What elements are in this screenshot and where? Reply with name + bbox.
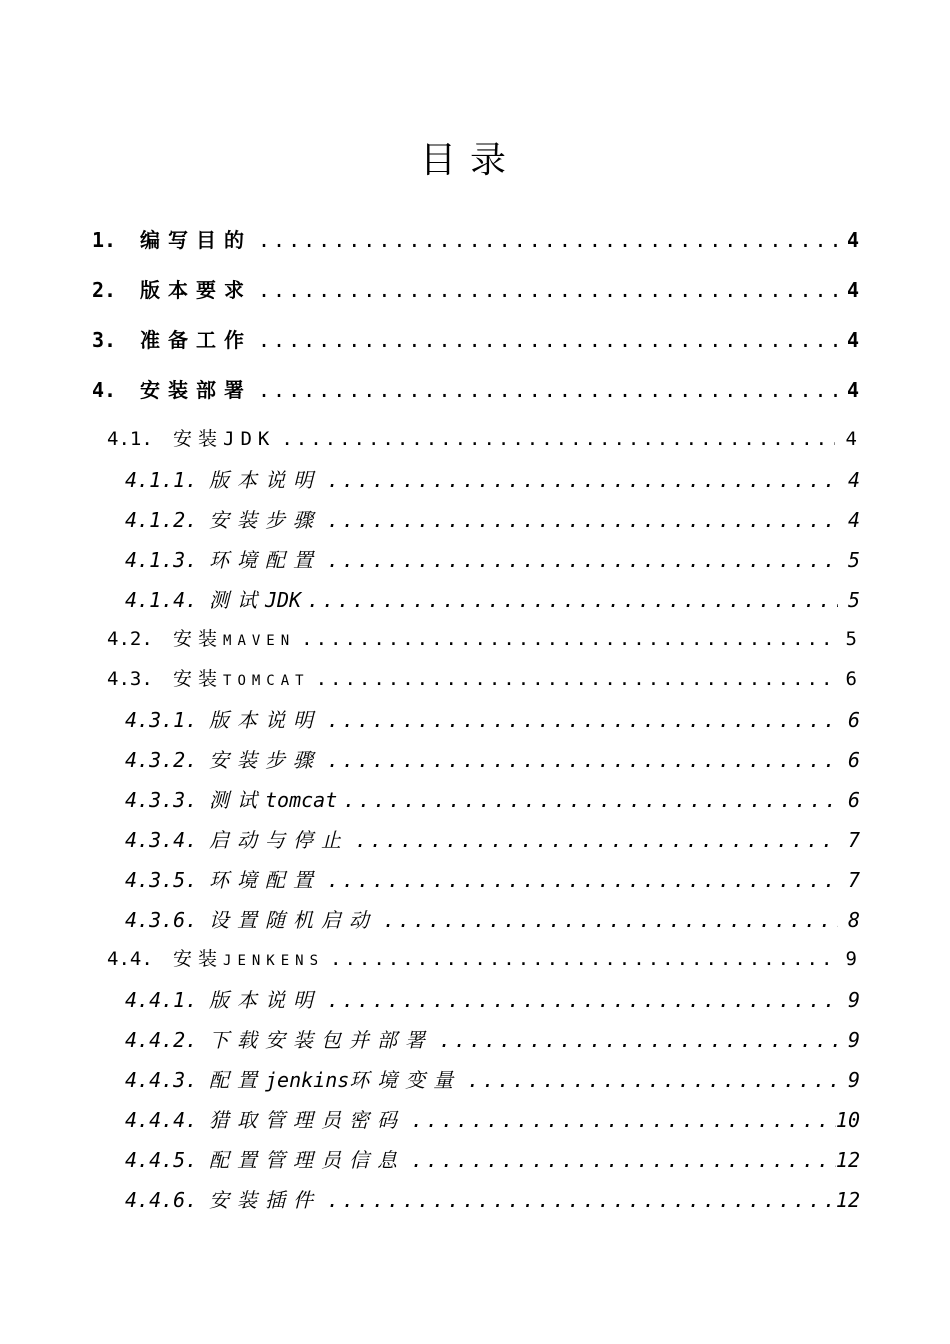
toc-page: 6: [847, 708, 860, 732]
toc-number: 4.4.1.: [125, 988, 198, 1012]
toc-number: 4.4.3.: [125, 1068, 198, 1092]
toc-number: 4.1.4.: [125, 588, 198, 612]
toc-number: 4.1.3.: [125, 548, 198, 572]
toc-number: 4.3.1.: [125, 708, 198, 732]
toc-label: 准备工作: [140, 328, 252, 352]
toc-number: 4.3.5.: [125, 868, 198, 892]
toc-label: 安装: [173, 948, 224, 970]
toc-entry[interactable]: [125, 784, 860, 813]
toc-leader: [433, 1028, 838, 1052]
toc-label: 版本说明: [209, 708, 321, 732]
toc-entry[interactable]: [125, 744, 860, 773]
toc-label-suffix: MAVEN: [223, 633, 296, 649]
toc-entry[interactable]: [125, 984, 860, 1013]
toc-leader: [252, 378, 837, 402]
toc-page: 12: [835, 1188, 860, 1212]
toc-number: 4.1.2.: [125, 508, 198, 532]
toc-entry[interactable]: [125, 864, 860, 893]
toc-label: 测试: [209, 788, 265, 812]
toc-leader: [321, 708, 838, 732]
toc-page: 4: [846, 328, 859, 352]
toc-page: 4: [846, 378, 859, 402]
toc-entry[interactable]: [125, 464, 860, 493]
toc-leader: [405, 1108, 836, 1132]
toc-leader: [337, 788, 838, 812]
toc-label: 环境配置: [209, 548, 321, 572]
toc-entry[interactable]: [125, 544, 860, 573]
toc-label: 版本要求: [140, 278, 252, 302]
toc-label: 安装插件: [209, 1188, 321, 1212]
toc-number: 4.4.6.: [125, 1188, 198, 1212]
toc-entry[interactable]: [125, 904, 860, 933]
toc-leader: [461, 1068, 838, 1092]
toc-leader: [321, 468, 838, 492]
toc-leader: [252, 278, 837, 302]
toc-page: 8: [847, 908, 860, 932]
toc-number: 4.1.: [107, 428, 153, 450]
toc-entry[interactable]: [107, 664, 857, 691]
toc-number: 4.4.2.: [125, 1028, 198, 1052]
toc-page: 6: [845, 668, 857, 690]
toc-label-suffix: JENKENS: [223, 953, 325, 969]
toc-leader: [321, 988, 838, 1012]
toc-label: 下载安装包并部署: [209, 1028, 433, 1052]
toc-leader: [349, 828, 838, 852]
toc-leader: [405, 1148, 836, 1172]
toc-entry[interactable]: [125, 584, 860, 613]
toc-entry[interactable]: [125, 1144, 860, 1173]
toc-page: 12: [835, 1148, 860, 1172]
toc-page: 5: [845, 628, 857, 650]
toc-page: 6: [847, 788, 860, 812]
toc-leader: [321, 748, 838, 772]
toc-page: 10: [835, 1108, 860, 1132]
toc-label: 配置管理员信息: [209, 1148, 405, 1172]
page-title: 目录: [419, 140, 520, 181]
toc-label: 安装步骤: [209, 748, 321, 772]
toc-label-suffix: tomcat: [265, 788, 338, 812]
toc-number: 4.3.2.: [125, 748, 198, 772]
toc-leader: [324, 948, 835, 970]
toc-label: 安装: [173, 428, 224, 450]
toc-page: 9: [847, 1028, 860, 1052]
toc-number: 4.3.: [107, 668, 153, 690]
toc-leader: [252, 328, 837, 352]
toc-number: 4.4.: [107, 948, 153, 970]
toc-label: 设置随机启动: [209, 908, 377, 932]
toc-number: 4.3.4.: [125, 828, 198, 852]
toc-label: 启动与停止: [209, 828, 349, 852]
toc-label: 版本说明: [209, 988, 321, 1012]
toc-page: 4: [846, 228, 859, 252]
toc-page: 4: [847, 468, 860, 492]
toc-entry[interactable]: [125, 1024, 860, 1053]
toc-entry[interactable]: [92, 324, 859, 353]
toc-page: 4: [846, 278, 859, 302]
toc-page: 7: [847, 868, 860, 892]
toc-page: 6: [847, 748, 860, 772]
toc-entry[interactable]: [107, 624, 857, 651]
toc-leader: [301, 588, 838, 612]
toc-label: 安装部署: [140, 378, 252, 402]
toc-entry[interactable]: [107, 424, 857, 451]
toc-number: 1.: [92, 228, 117, 252]
toc-number: 4.4.4.: [125, 1108, 198, 1132]
toc-page: 9: [845, 948, 857, 970]
toc-label-suffix: jenkins: [265, 1068, 350, 1092]
toc-label: 猎取管理员密码: [209, 1108, 405, 1132]
toc-number: 4.4.5.: [125, 1148, 198, 1172]
toc-number: 4.1.1.: [125, 468, 198, 492]
toc-page: 4: [845, 428, 857, 450]
toc-label-suffix: JDK: [265, 588, 302, 612]
toc-entry[interactable]: [107, 944, 857, 971]
toc-label: 编写目的: [140, 228, 252, 252]
toc-label-suffix: JDK: [223, 428, 276, 450]
toc-entry[interactable]: [125, 1104, 860, 1133]
toc-page: 4: [847, 508, 860, 532]
toc-number: 4.3.3.: [125, 788, 198, 812]
toc-entry[interactable]: [125, 1064, 860, 1093]
toc-label: 环境配置: [209, 868, 321, 892]
toc-entry[interactable]: [92, 374, 859, 403]
toc-leader: [275, 428, 835, 450]
toc-number: 4.3.6.: [125, 908, 198, 932]
toc-entry[interactable]: [125, 824, 860, 853]
toc-leader: [295, 628, 835, 650]
toc-label: 测试: [209, 588, 265, 612]
toc-entry[interactable]: [125, 1184, 860, 1213]
toc-leader: [321, 508, 838, 532]
toc-label-tail: 环境变量: [349, 1068, 462, 1092]
toc-label: 安装: [173, 628, 224, 650]
toc-page: 5: [847, 548, 860, 572]
toc-leader: [310, 668, 835, 690]
toc-leader: [377, 908, 838, 932]
toc-number: 4.2.: [107, 628, 153, 650]
toc-page: 9: [847, 1068, 860, 1092]
toc-page: 9: [847, 988, 860, 1012]
toc-leader: [321, 1188, 836, 1212]
toc-page: 7: [847, 828, 860, 852]
toc-number: 3.: [92, 328, 117, 352]
toc-label: 安装步骤: [209, 508, 321, 532]
toc-leader: [321, 548, 838, 572]
toc-entry[interactable]: [92, 224, 859, 253]
toc-leader: [252, 228, 837, 252]
toc-number: 4.: [92, 378, 117, 402]
toc-page: 5: [847, 588, 860, 612]
toc-entry[interactable]: [125, 504, 860, 533]
toc-entry[interactable]: [125, 704, 860, 733]
toc-label: 配置: [209, 1068, 265, 1092]
toc-entry[interactable]: [92, 274, 859, 303]
toc-label: 安装: [173, 668, 224, 690]
toc-label: 版本说明: [209, 468, 321, 492]
toc-label-suffix: TOMCAT: [223, 673, 310, 689]
toc-leader: [321, 868, 838, 892]
toc-number: 2.: [92, 278, 117, 302]
